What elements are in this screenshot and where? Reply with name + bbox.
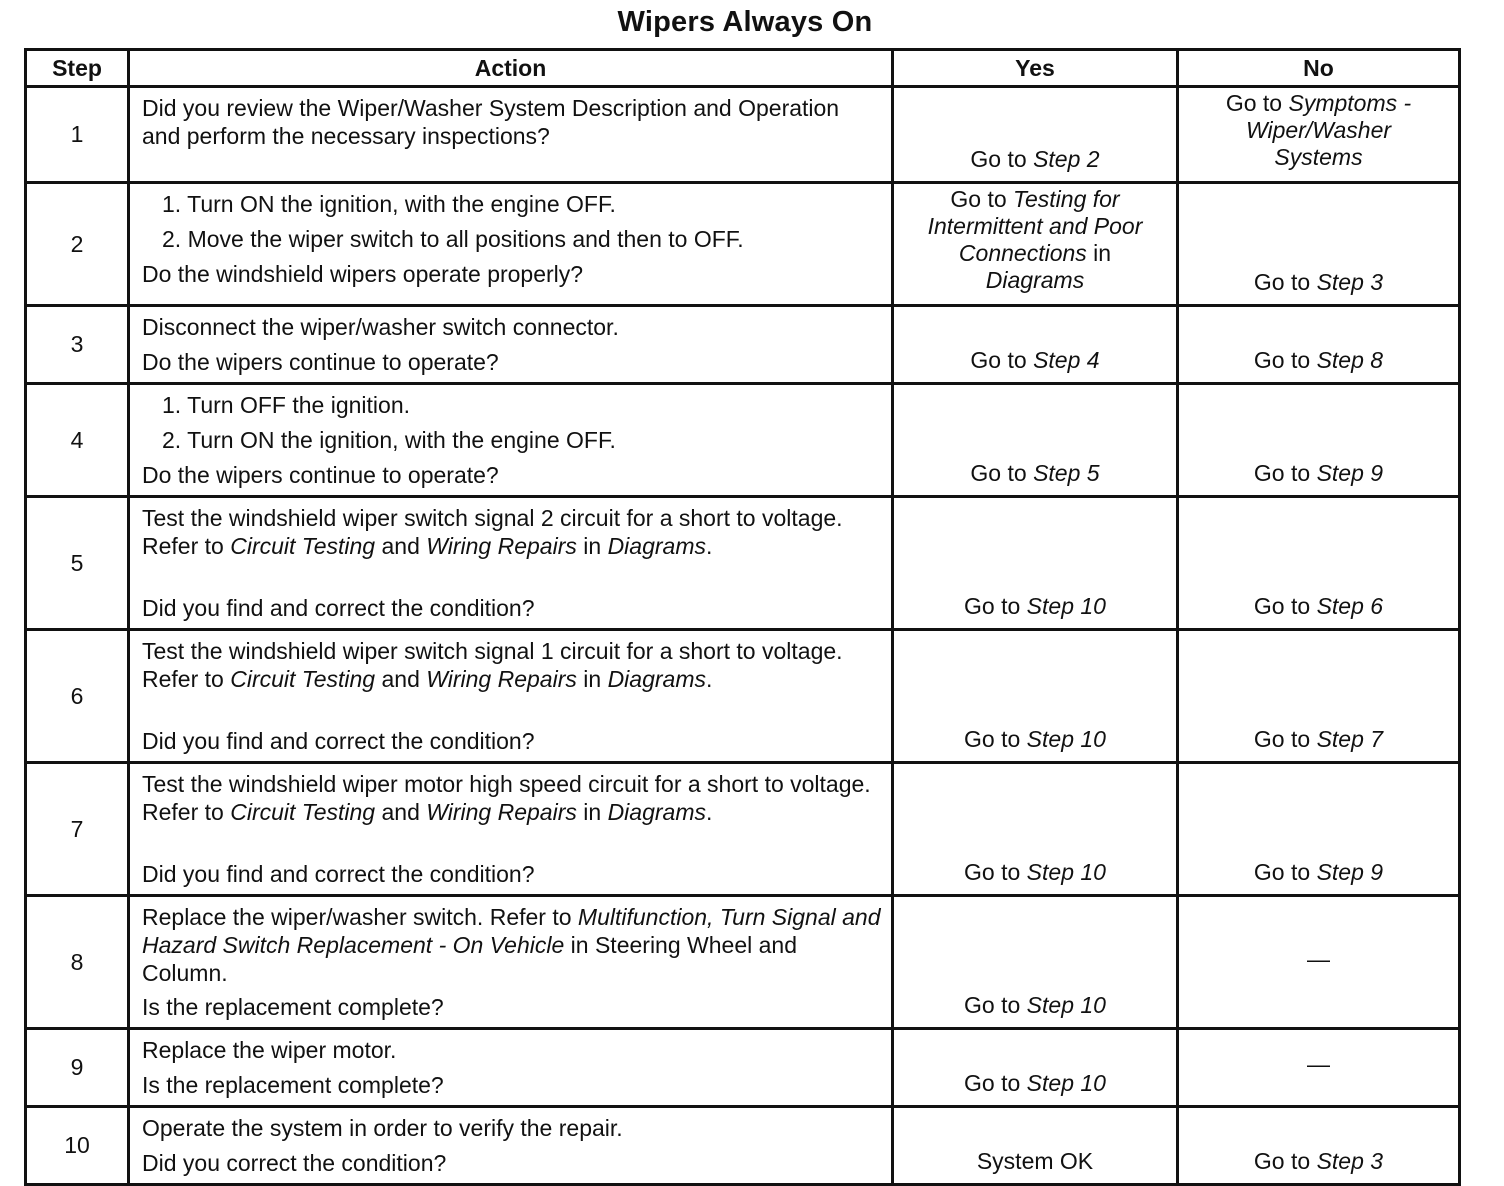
question-text: Do the wipers continue to operate? <box>142 349 499 375</box>
action-text: Test the windshield wiper switch signal 1 circuit for a short to voltage. Refer to Circuit Testing and Wiring Repairs in Diagrams. <box>142 638 843 692</box>
no-cell <box>1178 896 1460 1029</box>
table-row <box>26 306 1460 384</box>
step-number: 5 <box>26 497 129 630</box>
table-row <box>26 1107 1460 1185</box>
diagnostic-table <box>24 48 1461 1186</box>
action-cell <box>129 306 893 384</box>
question-text: Do the windshield wipers operate properly? <box>142 261 584 287</box>
action-cell <box>129 630 893 763</box>
yes-cell <box>893 1029 1178 1107</box>
action-cell <box>129 384 893 497</box>
step-number: 8 <box>26 896 129 1029</box>
action-text: Disconnect the wiper/washer switch connector. <box>142 314 619 340</box>
no-cell <box>1178 384 1460 497</box>
substep: 2. Move the wiper switch to all positions and then to OFF. <box>162 226 744 252</box>
question-text: Did you find and correct the condition? <box>142 595 535 621</box>
action-cell <box>129 763 893 896</box>
question-text: Is the replacement complete? <box>142 994 444 1020</box>
no-dash: — <box>1307 945 1330 972</box>
question-text: Is the replacement complete? <box>142 1072 444 1098</box>
yes-link: Go to Step 10 <box>964 859 1106 885</box>
header-yes: Yes <box>893 50 1178 87</box>
no-cell <box>1178 306 1460 384</box>
yes-cell <box>893 896 1178 1029</box>
yes-link: Go to Step 5 <box>970 460 1100 486</box>
yes-link: Go to Step 4 <box>970 347 1100 373</box>
yes-cell <box>893 306 1178 384</box>
step-number: 7 <box>26 763 129 896</box>
table-row <box>26 87 1460 183</box>
question-text: Did you find and correct the condition? <box>142 861 535 887</box>
step-number: 10 <box>26 1107 129 1185</box>
no-cell <box>1178 1029 1460 1107</box>
no-cell <box>1178 763 1460 896</box>
table-row <box>26 896 1460 1029</box>
no-link: Go to Step 6 <box>1253 593 1384 619</box>
action-text: Test the windshield wiper switch signal 2 circuit for a short to voltage. Refer to Circuit Testing and Wiring Repairs in Diagrams. <box>142 505 843 559</box>
table-row <box>26 630 1460 763</box>
header-step: Step <box>26 50 129 87</box>
substep-list <box>142 190 881 253</box>
no-link: Go to Step 9 <box>1253 859 1384 885</box>
question-text: Did you correct the condition? <box>142 1150 447 1176</box>
header-action: Action <box>129 50 893 87</box>
yes-cell <box>893 87 1178 183</box>
no-cell <box>1178 183 1460 306</box>
action-cell <box>129 896 893 1029</box>
action-cell <box>129 497 893 630</box>
yes-link: Go to Step 10 <box>964 1070 1106 1096</box>
table-row <box>26 497 1460 630</box>
no-link: Go to Step 9 <box>1253 460 1384 486</box>
no-link: Go to Step 3 <box>1253 1148 1384 1174</box>
yes-link: Go to Testing for Intermittent and Poor Connections in Diagrams <box>927 186 1143 293</box>
action-cell <box>129 183 893 306</box>
yes-link: Go to Step 10 <box>964 593 1106 619</box>
yes-cell <box>893 630 1178 763</box>
yes-cell <box>893 497 1178 630</box>
action-text: Did you review the Wiper/Washer System Description and Operation and perform the necessary inspections? <box>142 95 840 149</box>
header-row <box>26 50 1460 87</box>
table-row <box>26 763 1460 896</box>
step-number: 9 <box>26 1029 129 1107</box>
page-title: Wipers Always On <box>617 6 873 38</box>
step-number: 1 <box>26 87 129 183</box>
action-text: Replace the wiper/washer switch. Refer to Multifunction, Turn Signal and Hazard Switch Replacement - On Vehicle in Steering Wheel and Column. <box>142 904 881 986</box>
yes-link: Go to Step 2 <box>970 146 1100 172</box>
yes-cell <box>893 183 1178 306</box>
no-cell <box>1178 1107 1460 1185</box>
step-number: 6 <box>26 630 129 763</box>
yes-link: Go to Step 10 <box>964 992 1106 1018</box>
step-number: 4 <box>26 384 129 497</box>
step-number: 2 <box>26 183 129 306</box>
yes-cell <box>893 763 1178 896</box>
step-number: 3 <box>26 306 129 384</box>
no-cell <box>1178 497 1460 630</box>
yes-text: System OK <box>976 1148 1094 1174</box>
no-cell <box>1178 630 1460 763</box>
action-text: Test the windshield wiper motor high speed circuit for a short to voltage. Refer to Circuit Testing and Wiring Repairs in Diagrams. <box>142 771 871 825</box>
action-cell <box>129 1107 893 1185</box>
substep: 1. Turn ON the ignition, with the engine OFF. <box>162 191 616 217</box>
question-text: Did you find and correct the condition? <box>142 728 535 754</box>
yes-link: Go to Step 10 <box>964 726 1106 752</box>
no-link: Go to Symptoms - Wiper/Washer Systems <box>1225 90 1412 170</box>
action-text: Replace the wiper motor. <box>142 1037 397 1063</box>
no-cell <box>1178 87 1460 183</box>
substep: 1. Turn OFF the ignition. <box>162 392 411 418</box>
action-cell <box>129 1029 893 1107</box>
no-link: Go to Step 7 <box>1253 726 1384 752</box>
header-no: No <box>1178 50 1460 87</box>
table-row <box>26 1029 1460 1107</box>
table-row <box>26 384 1460 497</box>
substep-list <box>142 391 881 454</box>
action-text: Operate the system in order to verify the repair. <box>142 1115 623 1141</box>
no-dash: — <box>1307 1051 1330 1077</box>
no-link: Go to Step 3 <box>1253 269 1384 295</box>
no-link: Go to Step 8 <box>1253 347 1384 373</box>
yes-cell <box>893 1107 1178 1185</box>
question-text: Do the wipers continue to operate? <box>142 462 499 488</box>
action-cell <box>129 87 893 183</box>
table-row <box>26 183 1460 306</box>
substep: 2. Turn ON the ignition, with the engine OFF. <box>162 427 616 453</box>
yes-cell <box>893 384 1178 497</box>
